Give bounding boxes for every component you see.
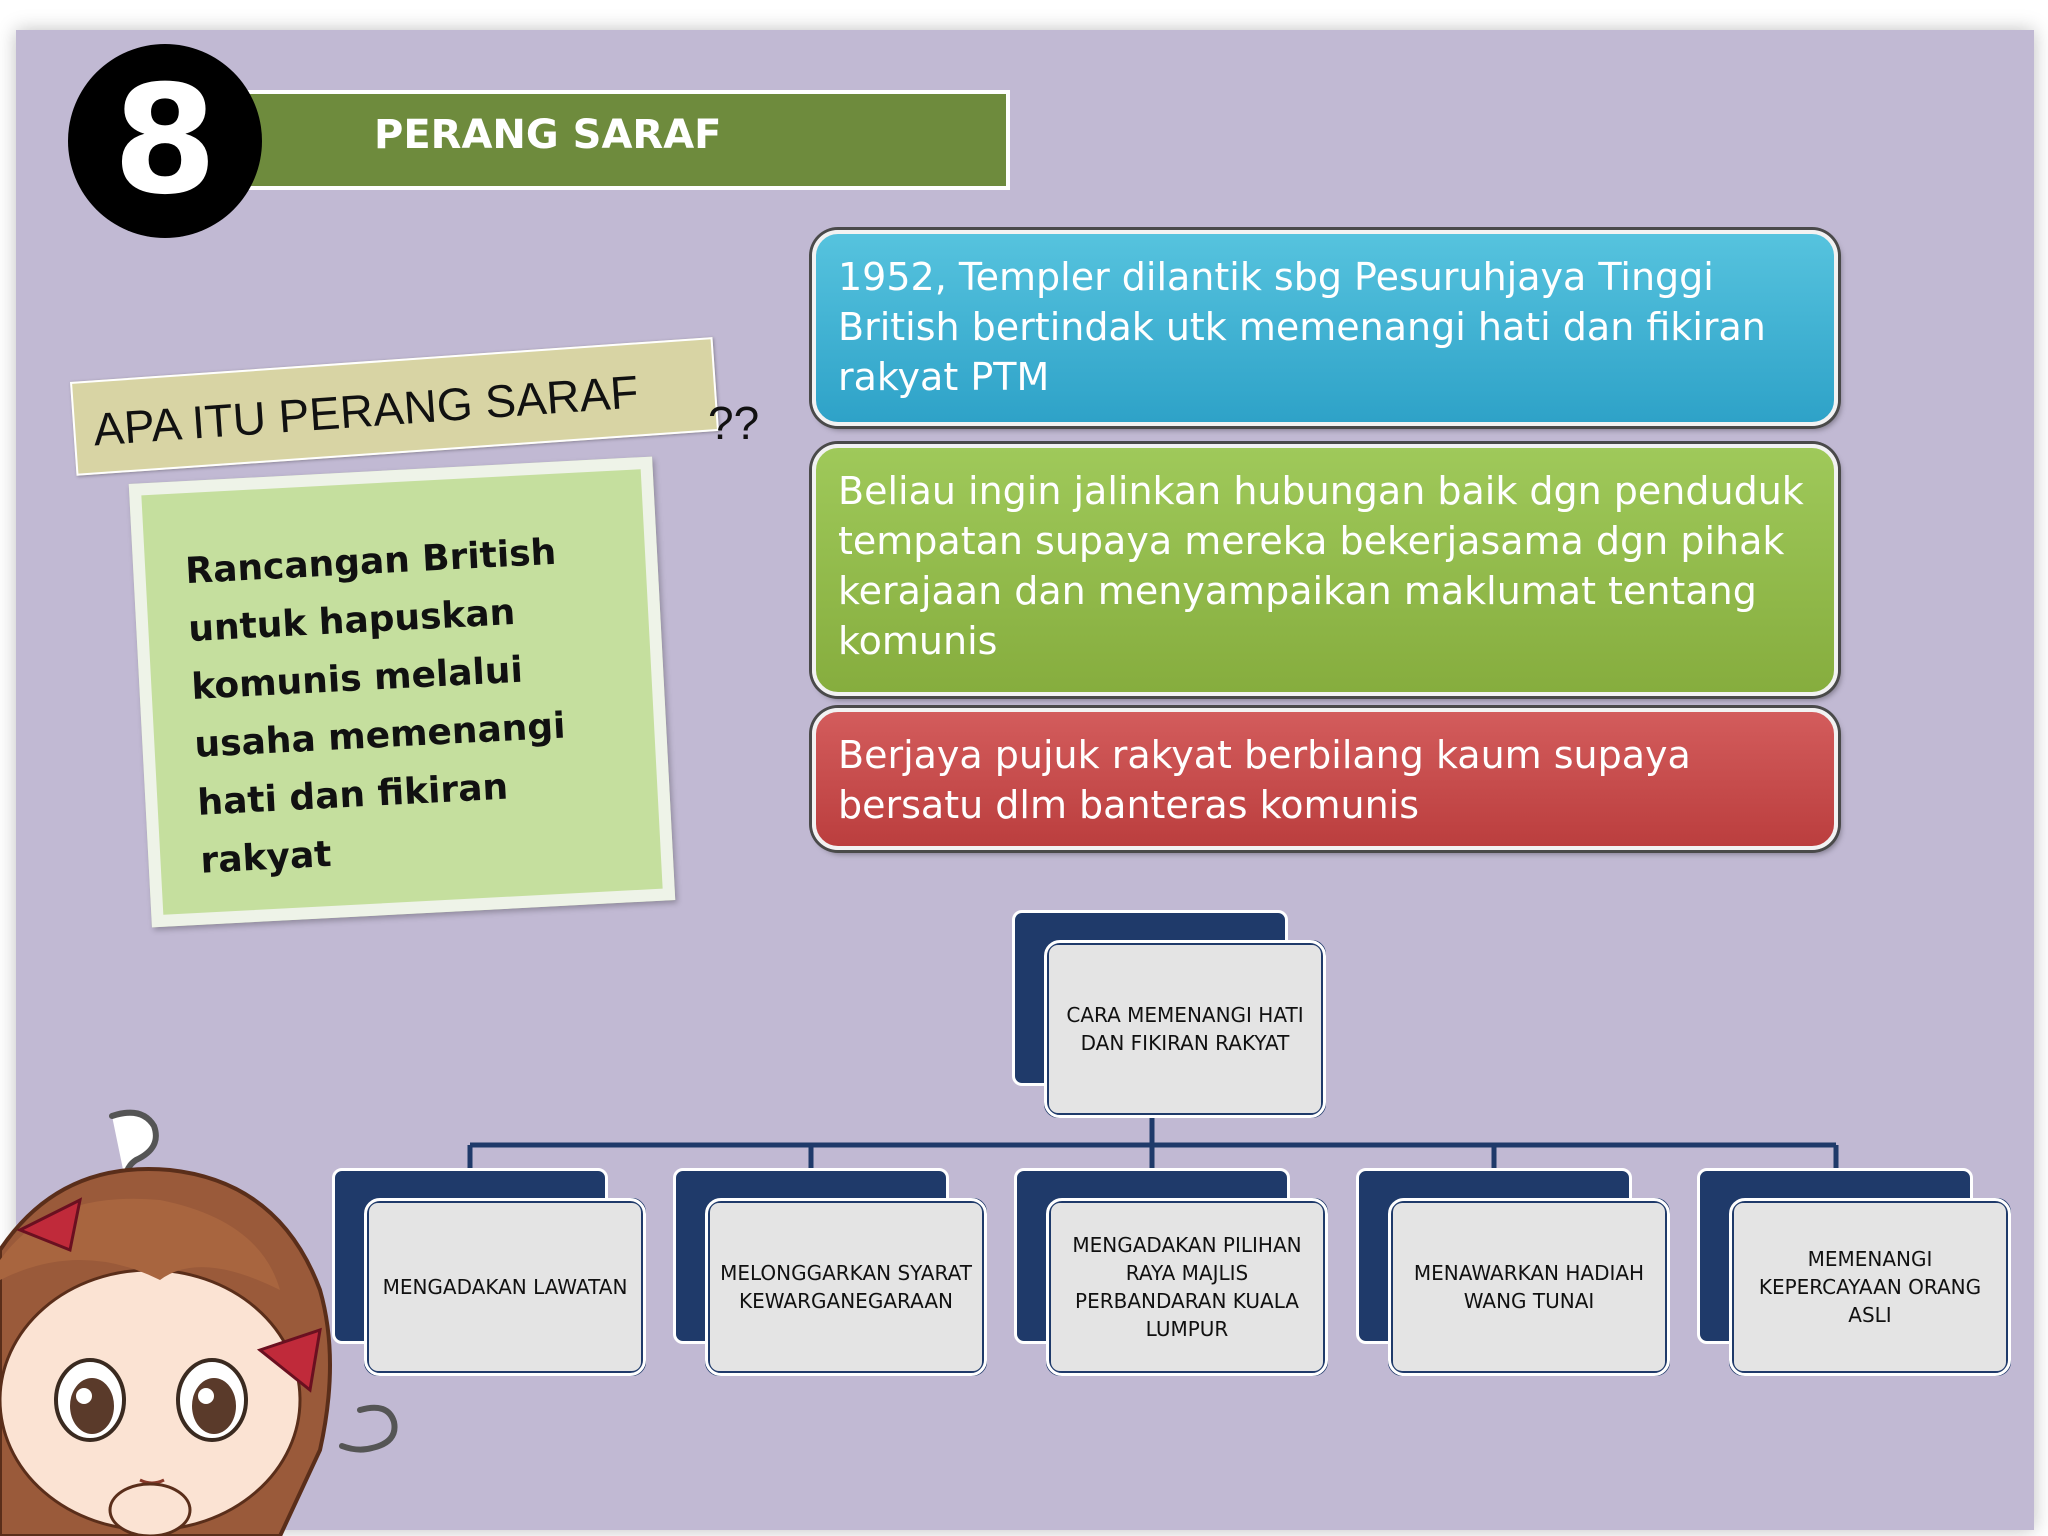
title-bar [230,90,1010,190]
slide-number-badge [68,44,262,238]
node-card [1046,1198,1328,1376]
org-child-label: MENGADAKAN PILIHAN RAYA MAJLIS PERBANDARAN KUALA LUMPUR [1072,1233,1302,1341]
question-mark-icon [342,1408,395,1450]
info-box-text: 1952, Templer dilantik sbg Pesuruhjaya Tinggi British bertindak utk memenangi hati dan fikiran rakyat PTM [838,255,1766,399]
org-child-label: MENAWARKAN HADIAH WANG TUNAI [1413,1261,1645,1313]
question-text: APA ITU PERANG SARAF [91,365,641,456]
node-card [1044,940,1326,1118]
org-child-label: MEMENANGI KEPERCAYAAN ORANG ASLI [1758,1247,1982,1327]
question-marks: ?? [708,397,760,449]
info-box-text: Berjaya pujuk rakyat berbilang kaum supaya bersatu dlm banteras komunis [838,733,1691,827]
info-box-text: Beliau ingin jalinkan hubungan baik dgn penduduk tempatan supaya mereka bekerjasama dgn pihak kerajaan dan menyampaikan maklumat tentang komunis [838,469,1804,663]
slide-number: 8 [112,54,218,228]
slide-title: PERANG SARAF [374,112,722,158]
org-root-label: CARA MEMENANGI HATI DAN FIKIRAN RAKYAT [1066,1003,1304,1055]
org-child-label: MENGADAKAN LAWATAN [382,1275,628,1299]
thinking-girl-illustration [0,1100,440,1536]
node-card [1388,1198,1670,1376]
definition-text: Rancangan British untuk hapuskan komunis melalui usaha memenangi hati dan fikiran rakyat [184,531,567,882]
definition-note [129,457,676,928]
node-card [1729,1198,2011,1376]
node-card [705,1198,987,1376]
org-child-label: MELONGGARKAN SYARAT KEWARGANEGARAAN [720,1261,972,1313]
